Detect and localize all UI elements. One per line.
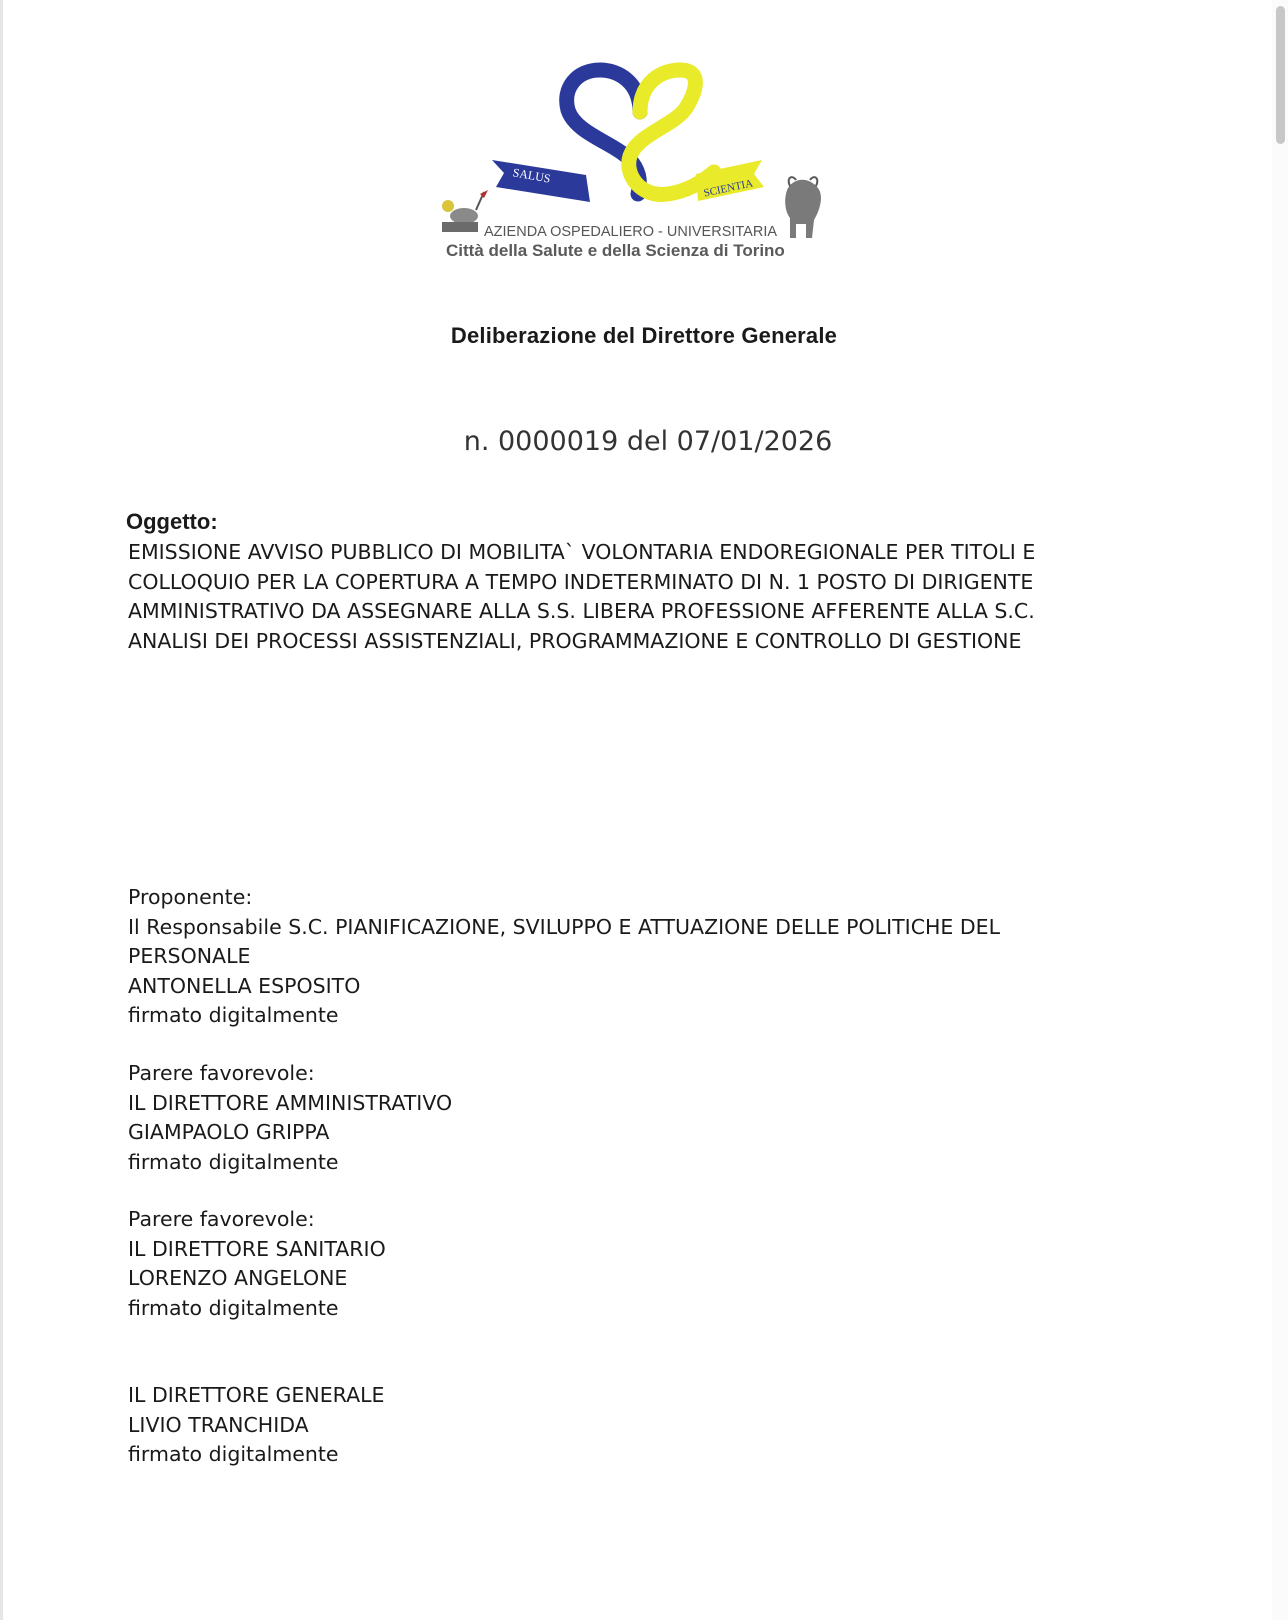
general-director-role: IL DIRETTORE GENERALE (128, 1383, 385, 1407)
subject-line: AMMINISTRATIVO DA ASSEGNARE ALLA S.S. LIBERA PROFESSIONE AFFERENTE ALLA S.C. (128, 599, 1035, 623)
opinion-health-name: LORENZO ANGELONE (128, 1266, 348, 1290)
hospital-logo (440, 60, 860, 275)
deliberation-number: n. 0000019 del 07/01/2026 (463, 426, 833, 457)
proponent-label: Proponente: (128, 885, 253, 909)
ribbon-right-text: SCIENTIA (702, 177, 755, 200)
scrollbar-thumb[interactable] (1276, 6, 1285, 144)
document-title: Deliberazione del Direttore Generale (450, 323, 838, 348)
opinion-health-block (128, 1205, 1188, 1323)
opinion-admin-role: IL DIRETTORE AMMINISTRATIVO (128, 1090, 453, 1115)
proponent-role: Il Responsabile S.C. PIANIFICAZIONE, SVILUPPO E ATTUAZIONE DELLE POLITICHE DEL (128, 914, 1001, 939)
general-director-name: LIVIO TRANCHIDA (128, 1412, 309, 1437)
lamb-emblem-icon (442, 190, 488, 232)
subject-line: ANALISI DEI PROCESSI ASSISTENZIALI, PROGRAMMAZIONE E CONTROLLO DI GESTIONE (128, 628, 1022, 653)
opinion-admin-signature: firmato digitalmente (128, 1149, 339, 1174)
subject-text (128, 538, 1208, 656)
ribbon-left-text: SALUS (511, 165, 552, 186)
proponent-name: ANTONELLA ESPOSITO (128, 973, 361, 998)
bull-emblem-icon (785, 177, 821, 238)
general-director-signature: firmato digitalmente (128, 1442, 339, 1466)
proponent-role-continued: PERSONALE (128, 944, 251, 968)
opinion-admin-name: GIAMPAOLO GRIPPA (128, 1120, 330, 1144)
logo-org-line1: AZIENDA OSPEDALIERO - UNIVERSITARIA (484, 224, 778, 240)
opinion-health-signature: firmato digitalmente (128, 1295, 339, 1320)
opinion-health-label: Parere favorevole: (128, 1207, 315, 1231)
general-director-block (128, 1381, 1188, 1470)
subject-line: EMISSIONE AVVISO PUBBLICO DI MOBILITA` VOLONTARIA ENDOREGIONALE PER TITOLI E (128, 540, 1036, 564)
subject-label: Oggetto: (126, 509, 218, 534)
subject-line: COLLOQUIO PER LA COPERTURA A TEMPO INDETERMINATO DI N. 1 POSTO DI DIRIGENTE (128, 569, 1034, 594)
page-left-edge (0, 0, 3, 1620)
opinion-admin-block (128, 1059, 1188, 1177)
proponent-signature: firmato digitalmente (128, 1003, 339, 1027)
proponent-block (128, 883, 1188, 1031)
opinion-health-role: IL DIRETTORE SANITARIO (128, 1236, 386, 1261)
logo-org-line2: Città della Salute e della Scienza di Torino (446, 241, 785, 260)
opinion-admin-label: Parere favorevole: (128, 1061, 315, 1085)
scrollbar-track[interactable] (1272, 0, 1288, 1620)
